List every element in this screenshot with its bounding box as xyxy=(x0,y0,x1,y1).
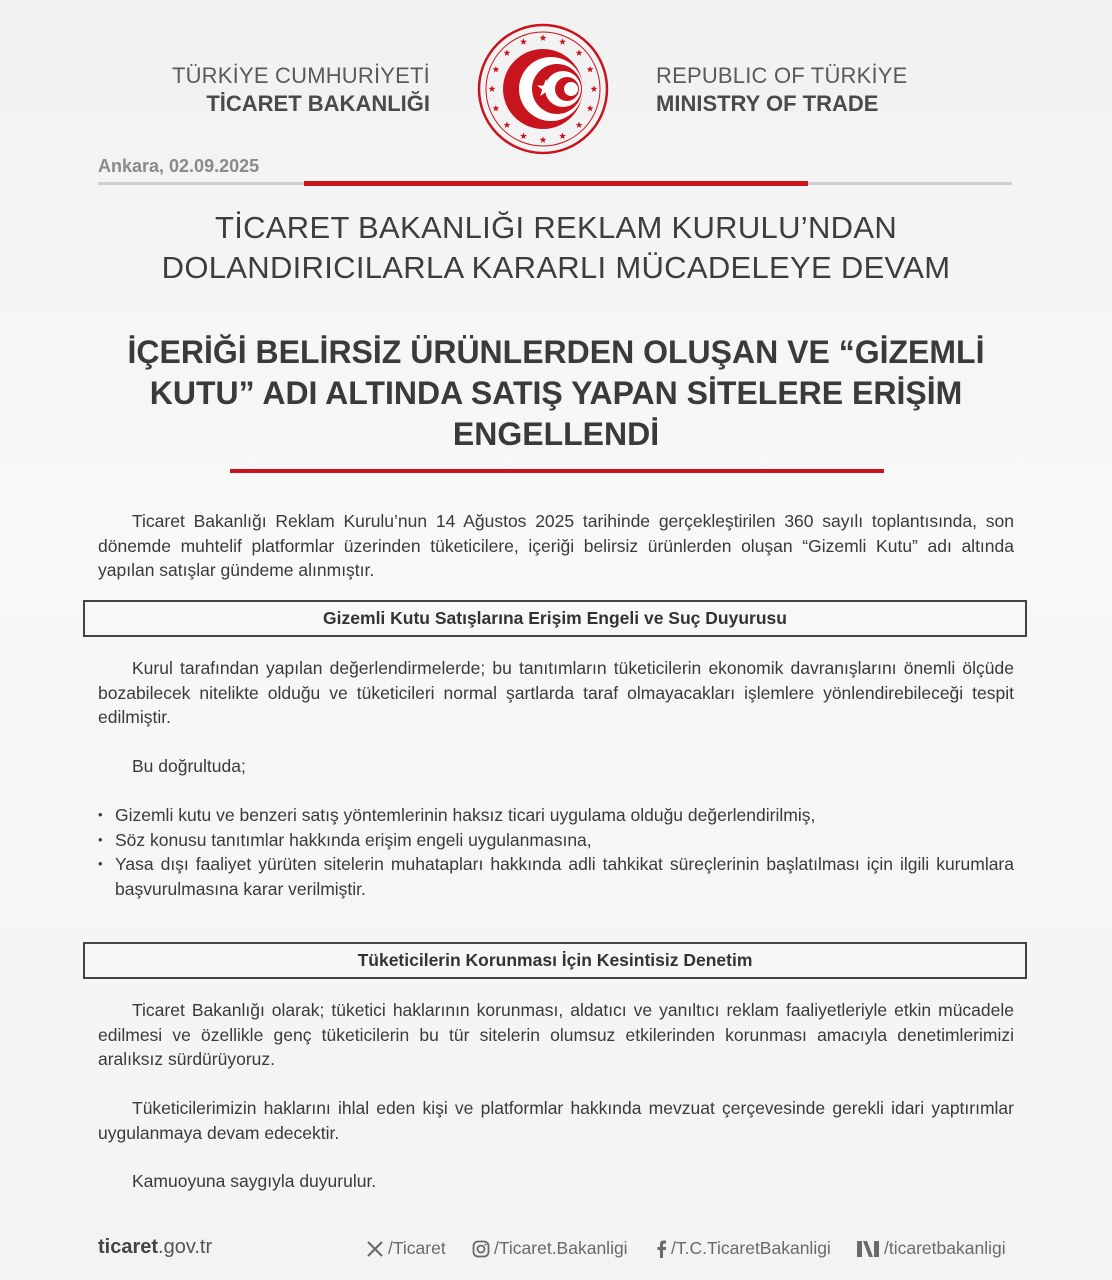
section1-title: Gizemli Kutu Satışlarına Erişim Engeli ve Suç Duyurusu xyxy=(323,608,787,628)
ministry-seal-icon xyxy=(474,22,612,156)
seal-star xyxy=(540,136,547,143)
subtitle-line1: TİCARET BAKANLIĞI REKLAM KURULU’NDAN xyxy=(214,210,898,245)
section1-paragraph2 xyxy=(98,754,1014,779)
section1-para1-text: Kurul tarafından yapılan değerlendirmelerde; bu tanıtımların tüketicilerin ekonomik davranışlarını önemli ölçüde bozabilecek nitelikte olduğu ve tüketicileri normal şartlarda taraf olmayacakları işlemlere yönlendirebileceği tespit edilmiştir. xyxy=(98,658,1014,727)
footer-facebook-link[interactable] xyxy=(655,1238,831,1259)
footer-site-bold: ticaret xyxy=(98,1236,159,1258)
section1-title-box xyxy=(83,600,1027,637)
footer-instagram-link[interactable] xyxy=(472,1238,628,1259)
x-icon xyxy=(366,1240,384,1258)
header-right xyxy=(656,62,976,118)
seal-star xyxy=(591,85,598,92)
section2-paragraph1 xyxy=(98,998,1014,1072)
header-left-line1: TÜRKİYE CUMHURİYETİ xyxy=(171,63,430,88)
header-left xyxy=(120,62,430,118)
header-right-line2: MINISTRY OF TRADE xyxy=(656,91,879,116)
list-item: • Söz konusu tanıtımlar hakkında erişim engeli uygulanmasına, xyxy=(98,828,1014,853)
section2-para3-text: Kamuoyuna saygıyla duyurulur. xyxy=(132,1171,377,1191)
section2-paragraph2 xyxy=(98,1096,1014,1145)
nsosyal-handle: /ticaretbakanligi xyxy=(884,1238,1006,1258)
seal-star xyxy=(489,85,496,92)
section2-para1-text: Ticaret Bakanlığı olarak; tüketici haklarının korunması, aldatıcı ve yanıltıcı reklam faaliyetleriyle etkin mücadele edilmesi ve özellikle genç tüketicilerin bu tür sitelerin olumsuz etkilerinden korunması amacıyla denetimlerimizi aralıksız sürdürüyoruz. xyxy=(98,1000,1014,1069)
footer-website-link[interactable] xyxy=(98,1236,212,1259)
seal-star xyxy=(520,38,527,45)
intro-paragraph xyxy=(98,509,1014,583)
decision-list xyxy=(98,803,1014,901)
section1-paragraph1 xyxy=(98,656,1014,730)
header-right-line1: REPUBLIC OF TÜRKİYE xyxy=(656,63,908,88)
date-line: Ankara, 02.09.2025 xyxy=(98,156,260,176)
facebook-icon xyxy=(655,1240,667,1258)
seal-star xyxy=(587,105,594,112)
x-handle: /Ticaret xyxy=(388,1238,446,1258)
seal-star xyxy=(587,66,594,73)
headline-line3: ENGELLENDİ xyxy=(452,416,660,452)
seal-star xyxy=(576,49,583,56)
nsosyal-icon xyxy=(856,1240,880,1258)
instagram-icon xyxy=(472,1240,490,1258)
list-item: • Gizemli kutu ve benzeri satış yöntemlerinin haksız ticari uygulama olduğu değerlendirilmiş, xyxy=(98,803,1014,828)
facebook-handle: /T.C.TicaretBakanligi xyxy=(671,1238,831,1258)
seal-star xyxy=(559,38,566,45)
intro-text: Ticaret Bakanlığı Reklam Kurulu’nun 14 Ağustos 2025 tarihinde gerçekleştirilen 360 sayılı toplantısında, son dönemde muhtelif platformlar üzerinden tüketicilere, içeriği belirsiz ürünlerden oluşan “Gizemli Kutu” adı altında yapılan satışlar gündeme alınmıştır. xyxy=(98,511,1014,580)
footer-site-rest: .gov.tr xyxy=(158,1236,213,1258)
headline-divider-red xyxy=(230,469,884,473)
subtitle-line2: DOLANDIRICILARLA KARARLI MÜCADELEYE DEVAM xyxy=(161,250,951,285)
seal-star xyxy=(504,121,511,128)
subtitle xyxy=(60,208,1052,288)
seal-star xyxy=(492,66,499,73)
section2-title-box xyxy=(83,942,1027,979)
section2-para2-text: Tüketicilerimizin haklarını ihlal eden kişi ve platformlar hakkında mevzuat çerçevesinde gerekli idari yaptırımlar uygulanmaya devam edecektir. xyxy=(98,1098,1014,1143)
seal-star xyxy=(504,49,511,56)
footer-nsosyal-link[interactable] xyxy=(856,1238,1006,1259)
list-item: • Yasa dışı faaliyet yürüten sitelerin muhatapları hakkında adli tahkikat süreçlerinin başlatılması için ilgili kurumlara başvurulmasına karar verilmiştir. xyxy=(98,852,1014,901)
footer-x-link[interactable] xyxy=(366,1238,446,1259)
section1-para2-text: Bu doğrultuda; xyxy=(132,756,246,776)
seal-star xyxy=(520,133,527,140)
headline-line1: İÇERİĞİ BELİRSİZ ÜRÜNLERDEN OLUŞAN VE “GİZEMLİ xyxy=(127,334,985,370)
seal-star xyxy=(559,133,566,140)
seal-star xyxy=(540,34,547,41)
seal-star xyxy=(576,121,583,128)
section2-title: Tüketicilerin Korunması İçin Kesintisiz Denetim xyxy=(357,950,753,970)
header-left-line2: TİCARET BAKANLIĞI xyxy=(206,91,430,116)
section2-paragraph3 xyxy=(98,1169,1014,1194)
instagram-handle: /Ticaret.Bakanligi xyxy=(494,1238,628,1258)
divider-red xyxy=(304,181,808,186)
headline xyxy=(80,332,1032,455)
seal-star xyxy=(492,105,499,112)
headline-line2: KUTU” ADI ALTINDA SATIŞ YAPAN SİTELERE ERİŞİM xyxy=(149,375,963,411)
